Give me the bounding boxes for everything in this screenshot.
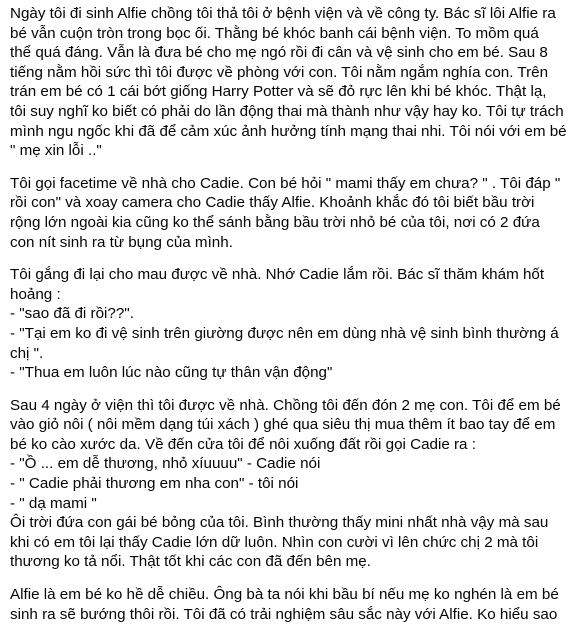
text-line: chị ".	[10, 344, 44, 362]
text-line: sinh ra sẽ bướng thôi rồi. Tôi đã có trải nghiệm sâu sắc này với Alfie. Ko hiểu sao	[10, 605, 558, 623]
text-line: Sau 4 ngày ở viện thì tôi được về nhà. Chồng tôi đến đón 2 mẹ con. Tôi để em bé	[10, 396, 561, 414]
text-line: thương ko tả nổi. Thật tốt khi các con đã đến bên mẹ.	[10, 553, 371, 571]
text-line: - " Cadie phải thương em nha con" - tôi nói	[10, 475, 299, 493]
text-line: " mẹ xin lỗi .."	[10, 142, 102, 160]
text-line: Alfie là em bé ko hề dễ chiều. Ông bà ta nói khi bầu bí nếu mẹ ko nghén là em bé	[10, 586, 559, 604]
text-line: mình ngu ngốc khi đã để cảm xúc ảnh hưởng tính mạng thai nhi. Tôi nói với em bé	[10, 122, 567, 140]
text-line: vào giỏ nôi ( nôi mềm dạng túi xách ) ghé qua siêu thị mua thêm ít bao tay để em	[10, 416, 556, 434]
text-line: - " dạ mami "	[10, 494, 97, 512]
text-line: Tôi gắng đi lại cho mau được về nhà. Nhớ Cadie lắm rồi. Bác sĩ thăm khám hốt	[10, 266, 545, 284]
text-line: Tôi gọi facetime về nhà cho Cadie. Con bé hỏi " mami thấy em chưa? " . Tôi đáp "	[10, 174, 561, 192]
paragraph-alfie	[10, 585, 572, 624]
text-line: bé vẫn cuộn tròn trong bọc ối. Thằng bé khóc banh cái bệnh viện. To mồm quá	[10, 24, 539, 42]
text-line: - "sao đã đi rồi??".	[10, 305, 134, 323]
text-line: thể quá đáng. Vẫn là đưa bé cho mẹ ngó rồi đi cân và vệ sinh cho em bé. Sau 8	[10, 44, 548, 62]
text-line: tôi suy nghĩ ko biết có phải do lần động thai mà thành như vậy hay ko. Tôi tự trách	[10, 102, 564, 120]
paragraph-doctor-visit	[10, 265, 572, 383]
text-line: Ôi trời đứa con gái bé bỏng của tôi. Bình thường thấy mini nhất nhà vậy mà sau	[10, 514, 549, 532]
text-line: trán em bé có 1 cái bớt giống Harry Potter và sẽ đỏ rực lên khi bé khóc. Thật lạ,	[10, 83, 547, 101]
text-line: rộng lớn ngoài kia cũng ko thể sánh bằng bầu trời nhỏ bé của tôi, nơi có 2 đứa	[10, 213, 540, 231]
paragraph-birth-story	[10, 4, 572, 161]
text-line: khi có em tôi lại thấy Cadie lớn dữ luôn. Nhìn con cười vì lên chức chị 2 mà tôi	[10, 533, 539, 551]
text-line: con nít sinh ra từ bụng của mình.	[10, 233, 233, 251]
text-line: - "Thua em luôn lúc nào cũng tự thân vận động"	[10, 364, 333, 382]
paragraph-facetime	[10, 174, 572, 252]
text-line: Ngày tôi đi sinh Alfie chồng tôi thả tôi ở bệnh viện và về công ty. Bác sĩ lôi Alfie ra	[10, 5, 556, 22]
text-line: tiếng nằm hồi sức thì tôi được về phòng với con. Tôi nằm ngắm nghía con. Trên	[10, 63, 549, 81]
text-line: - "Tại em ko đi vệ sinh trên giường được nên em dùng nhà vệ sinh bình thường á	[10, 324, 559, 342]
text-line: bé ko cào xước da. Về đến cửa tôi để nôi xuống đất rồi gọi Cadie ra :	[10, 435, 476, 453]
text-line: rồi con" và xoay camera cho Cadie thấy Alfie. Khoảnh khắc đó tôi biết bầu trời	[10, 194, 535, 212]
text-line: hoảng :	[10, 285, 61, 303]
paragraph-going-home	[10, 396, 572, 572]
text-line: - "Ồ ... em dễ thương, nhỏ xíuuuu" - Cadie nói	[10, 455, 321, 473]
